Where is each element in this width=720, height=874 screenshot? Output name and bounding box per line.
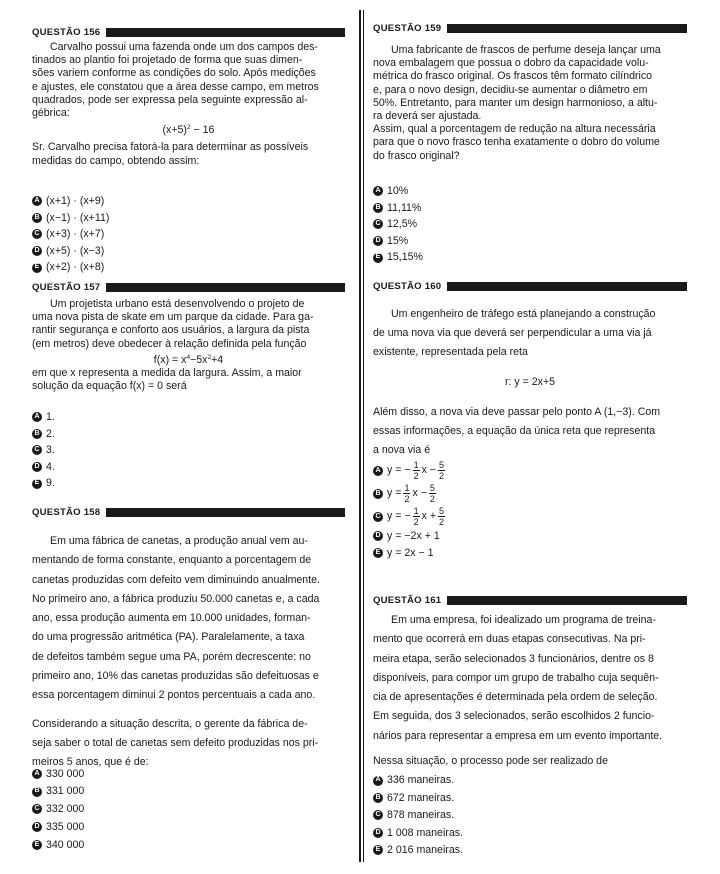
option-c[interactable] bbox=[32, 442, 345, 459]
option-text: 878 maneiras. bbox=[387, 809, 455, 822]
question-158-options bbox=[32, 765, 345, 854]
option-letter-badge: C bbox=[32, 229, 42, 239]
option-b[interactable] bbox=[32, 426, 345, 443]
question-title: QUESTÃO 161 bbox=[373, 595, 442, 606]
function-exponent: 4 bbox=[186, 353, 191, 361]
option-e[interactable] bbox=[373, 842, 687, 859]
option-b[interactable] bbox=[32, 783, 345, 801]
statement-line: essa porcentagem diminui 2 pontos percentuais a cada ano. bbox=[32, 689, 316, 702]
statement-line: Nessa situação, o processo pode ser realizado de bbox=[373, 755, 608, 768]
statement-line: cia de apresentações é determinada pela ordem de seleção. bbox=[373, 691, 658, 704]
statement-line: canetas produzidas com defeito vem diminuindo anualmente. bbox=[32, 573, 320, 586]
statement-line: para que o novo frasco tenha exatamente o dobro do volume bbox=[373, 136, 660, 149]
option-prefix: y = bbox=[387, 487, 402, 499]
statement-line: primeiro ano, 10% das canetas produzidas são defeituosas e bbox=[32, 670, 319, 683]
question-160-statement bbox=[373, 305, 687, 460]
option-e[interactable] bbox=[373, 249, 687, 266]
column-divider-thin bbox=[363, 10, 364, 862]
option-prefix: y = − bbox=[387, 510, 411, 522]
question-157-options bbox=[32, 409, 345, 492]
expression-base: (x+5) bbox=[162, 124, 187, 137]
fraction bbox=[438, 506, 445, 527]
option-c[interactable] bbox=[32, 801, 345, 819]
option-letter-badge: A bbox=[373, 776, 383, 786]
option-c[interactable] bbox=[373, 807, 687, 824]
question-161-statement bbox=[373, 611, 687, 771]
function-exponent: 2 bbox=[207, 353, 212, 361]
statement-line: quadrados, pode ser expressa pela seguinte expressão al- bbox=[32, 93, 308, 106]
statement-line: Em uma fábrica de canetas, a produção anual vem au- bbox=[50, 535, 308, 547]
option-d[interactable] bbox=[32, 818, 345, 836]
option-letter-badge: C bbox=[373, 810, 383, 820]
option-letter-badge: D bbox=[32, 246, 42, 256]
option-a[interactable] bbox=[373, 183, 687, 200]
statement-line: (em metros) deve obedecer à relação definida pela função bbox=[32, 337, 307, 350]
option-letter-badge: D bbox=[373, 828, 383, 838]
question-161-header bbox=[373, 594, 687, 607]
option-d[interactable] bbox=[373, 233, 687, 250]
statement-line: Um engenheiro de tráfego está planejando a construção bbox=[391, 308, 656, 320]
question-157-statement bbox=[32, 298, 345, 393]
option-middle: x + bbox=[421, 510, 437, 522]
expression-rest: − 16 bbox=[190, 124, 215, 137]
question-156-header bbox=[32, 26, 345, 39]
question-159-statement bbox=[373, 44, 687, 163]
question-157-header bbox=[32, 281, 345, 294]
statement-line: mentando de forma constante, enquanto a porcentagem de bbox=[32, 554, 312, 567]
statement-line: métrica do frasco original. Os frascos têm formato cilíndrico bbox=[373, 70, 653, 83]
option-text: 1. bbox=[46, 411, 55, 423]
option-letter-badge: E bbox=[32, 479, 42, 489]
option-text: 332 000 bbox=[46, 803, 85, 816]
statement-line: e ajustes, ele constatou que a área desse campo, em metros bbox=[32, 80, 319, 93]
denominator: 2 bbox=[404, 494, 410, 504]
option-text: 335 000 bbox=[46, 820, 85, 833]
function-definition bbox=[32, 351, 345, 367]
option-e[interactable] bbox=[32, 836, 345, 854]
statement-line: Assim, qual a porcentagem de redução na altura necessária bbox=[373, 123, 656, 136]
option-text: 9. bbox=[46, 477, 55, 490]
column-divider-thick bbox=[359, 10, 361, 862]
option-text: (x+1) · (x+9) bbox=[46, 195, 105, 207]
option-letter-badge: B bbox=[32, 429, 42, 439]
fraction bbox=[438, 460, 445, 481]
option-text: 672 maneiras. bbox=[387, 791, 455, 804]
option-text: 12,5% bbox=[387, 218, 418, 231]
question-156-statement bbox=[32, 41, 345, 168]
option-letter-badge: B bbox=[373, 489, 383, 499]
question-158-header bbox=[32, 506, 345, 519]
option-text: y = −2x + 1 bbox=[387, 530, 440, 542]
question-161-options bbox=[373, 772, 687, 859]
numerator: 5 bbox=[429, 483, 435, 493]
statement-line: de uma nova via que deverá ser perpendicular a uma via já bbox=[373, 327, 652, 339]
option-c[interactable] bbox=[373, 505, 687, 528]
option-letter-badge: E bbox=[32, 263, 42, 273]
option-a[interactable] bbox=[32, 765, 345, 783]
option-letter-badge: B bbox=[32, 213, 42, 223]
option-b[interactable] bbox=[373, 482, 687, 505]
option-text: 15,15% bbox=[387, 251, 423, 264]
statement-line: em que x representa a medida da largura. Assim, a maior bbox=[32, 367, 302, 380]
statement-line: Uma fabricante de frascos de perfume deseja lançar uma bbox=[391, 44, 661, 56]
question-160-options bbox=[373, 459, 687, 561]
option-letter-badge: C bbox=[373, 512, 383, 522]
option-letter-badge: A bbox=[373, 186, 383, 196]
denominator: 2 bbox=[413, 471, 419, 481]
question-title: QUESTÃO 157 bbox=[32, 282, 101, 293]
question-title: QUESTÃO 160 bbox=[373, 281, 442, 292]
option-text: 15% bbox=[387, 234, 409, 247]
statement-line: 50%. Entretanto, para manter um design harmonioso, a altu- bbox=[373, 96, 658, 109]
question-160-header bbox=[373, 280, 687, 293]
option-letter-badge: A bbox=[373, 466, 383, 476]
option-letter-badge: E bbox=[373, 845, 383, 855]
statement-line: mento que ocorrerá em duas etapas consecutivas. Na pri- bbox=[373, 633, 646, 646]
statement-line: existente, representada pela reta bbox=[373, 346, 528, 358]
header-bar bbox=[106, 508, 345, 517]
header-bar bbox=[447, 282, 687, 291]
option-a[interactable] bbox=[32, 409, 345, 426]
option-letter-badge: D bbox=[32, 462, 42, 472]
statement-line: do frasco original? bbox=[373, 149, 460, 162]
statement-line: meiros 5 anos, que é de: bbox=[32, 756, 149, 769]
option-c[interactable] bbox=[373, 216, 687, 233]
numerator: 5 bbox=[439, 506, 445, 516]
question-158-statement bbox=[32, 532, 345, 773]
option-text: (x+2) · (x+8) bbox=[46, 261, 105, 274]
statement-line: ano, essa produção aumenta em 10.000 unidades, forman- bbox=[32, 612, 311, 625]
option-b[interactable] bbox=[373, 789, 687, 806]
option-letter-badge: C bbox=[32, 804, 42, 814]
statement-line: solução da equação f(x) = 0 será bbox=[32, 380, 187, 393]
question-159-options bbox=[373, 183, 687, 266]
statement-line: rantir segurança e conforto aos usuários, a largura da pista bbox=[32, 324, 310, 337]
fraction bbox=[413, 460, 420, 481]
fraction bbox=[403, 483, 410, 504]
function-part: +4 bbox=[211, 353, 224, 366]
numerator: 1 bbox=[413, 460, 419, 470]
option-letter-badge: B bbox=[373, 203, 383, 213]
statement-line: Um projetista urbano está desenvolvendo o projeto de bbox=[50, 298, 305, 310]
option-text: 1 008 maneiras. bbox=[387, 826, 463, 839]
numerator: 1 bbox=[404, 483, 410, 493]
option-e[interactable] bbox=[32, 259, 345, 276]
question-title: QUESTÃO 156 bbox=[32, 27, 101, 38]
header-bar bbox=[106, 283, 345, 292]
option-d[interactable] bbox=[32, 243, 345, 260]
option-a[interactable] bbox=[32, 193, 345, 210]
statement-line: Em seguida, dos 3 selecionados, serão escolhidos 2 funcio- bbox=[373, 710, 655, 723]
option-letter-badge: E bbox=[373, 548, 383, 558]
option-d[interactable] bbox=[373, 824, 687, 841]
statement-line: seja saber o total de canetas sem defeito produzidas nos pri- bbox=[32, 736, 319, 749]
denominator: 2 bbox=[439, 517, 445, 527]
option-text: 4. bbox=[46, 460, 55, 473]
function-part: −5x bbox=[190, 353, 208, 366]
option-text: 3. bbox=[46, 444, 55, 457]
option-middle: x − bbox=[412, 487, 427, 499]
option-a[interactable] bbox=[373, 772, 687, 789]
option-prefix: y = − bbox=[387, 464, 411, 476]
statement-line: tinados ao plantio foi projetado de forma que suas dimen- bbox=[32, 54, 303, 67]
option-text: y = 2x − 1 bbox=[387, 546, 434, 559]
statement-line: ra deverá ser ajustada. bbox=[373, 110, 482, 123]
option-b[interactable] bbox=[32, 210, 345, 227]
header-bar bbox=[447, 596, 687, 605]
fraction bbox=[429, 483, 436, 504]
statement-line: nários para representar a empresa em um evento importante. bbox=[373, 729, 663, 742]
option-text: 10% bbox=[387, 185, 409, 197]
option-text: 336 maneiras. bbox=[387, 774, 455, 787]
statement-line: Considerando a situação descrita, o gerente da fábrica de- bbox=[32, 717, 308, 730]
option-text: 2 016 maneiras. bbox=[387, 843, 463, 856]
denominator: 2 bbox=[429, 494, 435, 504]
option-letter-badge: C bbox=[373, 219, 383, 229]
function-part: f(x) = x bbox=[153, 353, 187, 366]
option-text: 11,11% bbox=[387, 201, 422, 214]
statement-line: a nova via é bbox=[373, 444, 431, 456]
option-c[interactable] bbox=[32, 226, 345, 243]
option-text: 340 000 bbox=[46, 838, 85, 851]
statement-line: Em uma empresa, foi idealizado um programa de treina- bbox=[391, 614, 656, 626]
option-text: (x+3) · (x+7) bbox=[46, 228, 105, 241]
statement-line: No primeiro ano, a fábrica produziu 50.000 canetas e, a cada bbox=[32, 592, 320, 605]
statement-line: uma nova pista de skate em um parque da cidade. Para ga- bbox=[32, 311, 314, 324]
option-middle: x − bbox=[421, 464, 437, 476]
option-d[interactable] bbox=[32, 459, 345, 476]
option-letter-badge: B bbox=[373, 793, 383, 803]
numerator: 1 bbox=[413, 506, 419, 516]
algebraic-expression bbox=[32, 121, 345, 137]
option-letter-badge: C bbox=[32, 445, 42, 455]
fraction bbox=[413, 506, 420, 527]
denominator: 2 bbox=[439, 471, 445, 481]
option-letter-badge: A bbox=[32, 196, 42, 206]
statement-line: do uma progressão aritmética (PA). Paralelamente, a taxa bbox=[32, 631, 305, 644]
statement-line: Carvalho possui uma fazenda onde um dos campos des- bbox=[50, 41, 318, 53]
option-letter-badge: D bbox=[373, 236, 383, 246]
statement-line: nova embalagem que possua o dobro da capacidade volu- bbox=[373, 57, 649, 70]
option-a[interactable] bbox=[373, 459, 687, 482]
option-text: 330 000 bbox=[46, 767, 85, 780]
question-156-options bbox=[32, 193, 345, 276]
denominator: 2 bbox=[413, 517, 419, 527]
numerator: 5 bbox=[439, 460, 445, 470]
statement-line: Sr. Carvalho precisa fatorá-la para determinar as possíveis bbox=[32, 141, 309, 154]
option-b[interactable] bbox=[373, 200, 687, 217]
option-text: (x−1) · (x+11) bbox=[46, 211, 110, 224]
option-text: 2. bbox=[46, 427, 55, 440]
option-letter-badge: D bbox=[373, 531, 383, 541]
statement-line: gébrica: bbox=[32, 107, 70, 120]
expression-exponent: 2 bbox=[186, 124, 191, 132]
statement-line: de defeitos também segue uma PA, porém decrescente: no bbox=[32, 650, 311, 663]
option-letter-badge: A bbox=[32, 769, 42, 779]
statement-line: meira etapa, serão selecionados 3 funcionários, dentre os 8 bbox=[373, 652, 654, 665]
question-title: QUESTÃO 159 bbox=[373, 23, 442, 34]
question-title: QUESTÃO 158 bbox=[32, 507, 101, 518]
option-e[interactable] bbox=[32, 475, 345, 492]
statement-line: Além disso, a nova via deve passar pelo ponto A (1,−3). Com bbox=[373, 406, 661, 418]
option-letter-badge: D bbox=[32, 822, 42, 832]
statement-line: medidas do campo, obtendo assim: bbox=[32, 154, 200, 167]
option-letter-badge: A bbox=[32, 412, 42, 422]
option-letter-badge: E bbox=[32, 840, 42, 850]
line-equation: r: y = 2x+5 bbox=[504, 376, 556, 388]
statement-line: sões variem conforme as condições do solo. Após medições bbox=[32, 67, 316, 80]
option-letter-badge: E bbox=[373, 253, 383, 263]
question-159-header bbox=[373, 22, 687, 35]
option-text: 331 000 bbox=[46, 785, 85, 798]
statement-line: essas informações, a equação da única reta que representa bbox=[373, 425, 656, 437]
statement-line: disponíveis, para compor um grupo de trabalho cuja sequên- bbox=[373, 671, 659, 684]
header-bar bbox=[447, 24, 687, 33]
header-bar bbox=[106, 28, 345, 37]
option-d[interactable] bbox=[373, 528, 687, 545]
statement-line: e, para o novo design, decidiu-se aumentar o diâmetro em bbox=[373, 83, 648, 96]
option-e[interactable] bbox=[373, 545, 687, 562]
option-text: (x+5) · (x−3) bbox=[46, 244, 105, 257]
option-letter-badge: B bbox=[32, 787, 42, 797]
